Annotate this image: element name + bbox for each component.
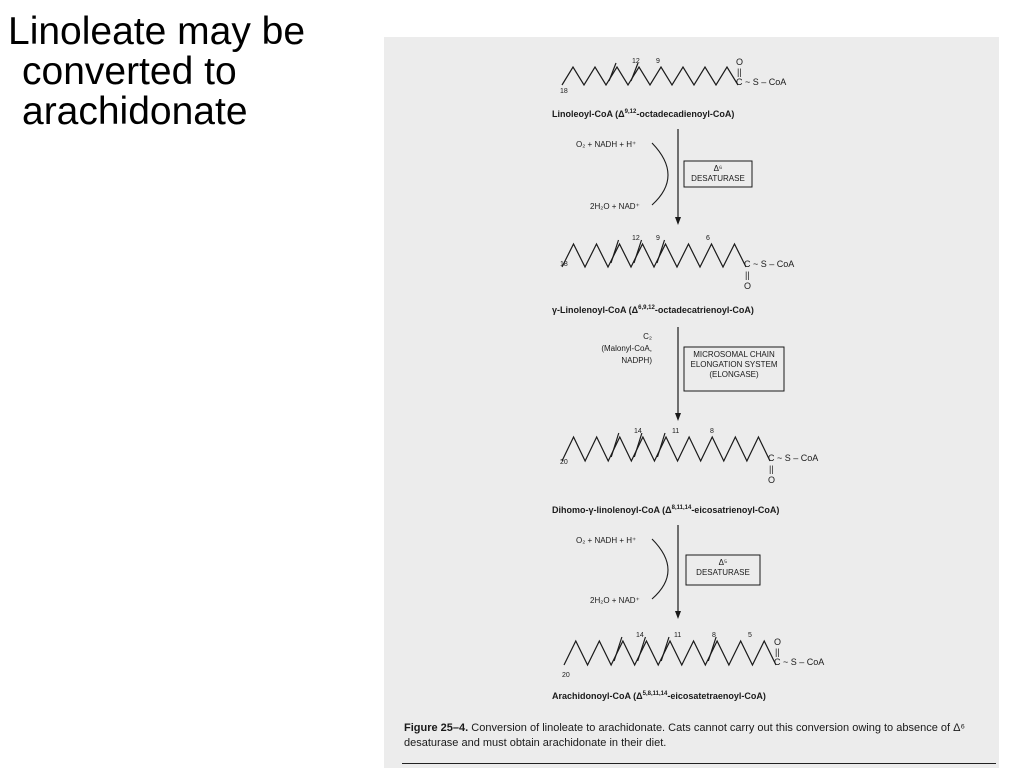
carbonyl-oxygen-3: O (768, 475, 776, 485)
carbonyl-oxygen-4: O (774, 637, 782, 647)
arrow-head-3 (675, 611, 681, 619)
carbonyl-oxygen-1: O (736, 57, 744, 67)
cofactor-curve-3 (652, 539, 668, 599)
pathway-diagram (384, 37, 999, 717)
enzyme-label-3-1: Δ⁵ (718, 558, 728, 567)
position-label-1-2: 9 (656, 58, 660, 65)
double-bond-1-2 (631, 63, 638, 81)
position-label-3-3: 8 (710, 428, 714, 435)
carbon-chain-2 (562, 244, 746, 267)
position-label-3-1: 14 (634, 428, 642, 435)
compound-name-2: γ-Linolenoyl-CoA $(\Delta^{6,9,12}-octadecatrienoyl-CoA)$ (552, 305, 754, 315)
enzyme-label-2-3: (ELONGASE) (709, 370, 759, 379)
carbon-chain-4 (564, 641, 776, 665)
double-bond-3-3 (657, 433, 665, 457)
position-label-2-2: 9 (656, 235, 660, 242)
caption-label: Figure 25–4. (404, 722, 469, 734)
cofactor-output-3: 2H₂O + NAD⁺ (590, 596, 640, 605)
double-bond-4-4 (708, 637, 716, 661)
enzyme-label-2-1: MICROSOMAL CHAIN (693, 350, 775, 359)
carbonyl-bond-2: || (745, 270, 750, 280)
cofactor-input-2-1: C₂ (643, 332, 652, 341)
double-bond-1-1 (609, 63, 616, 81)
double-bond-4-2 (638, 637, 646, 661)
double-bond-2-2 (634, 240, 642, 263)
enzyme-label-1-2: DESATURASE (691, 174, 745, 183)
pathway-figure (384, 37, 999, 768)
double-bond-4-3 (661, 637, 669, 661)
double-bond-2-3 (657, 240, 665, 263)
cofactor-input-2-2: (Malonyl-CoA, (601, 344, 652, 353)
carbon-count-4: 20 (562, 672, 570, 679)
title-line-3: arachidonate (22, 90, 248, 133)
coa-end-group-3: C ~ S – CoA (768, 453, 819, 463)
compound-name-3: Dihomo-γ-linolenoyl-CoA $(\Delta^{8,11,14}-eicosatrienoyl-CoA)$ (552, 505, 780, 515)
cofactor-output-1: 2H₂O + NAD⁺ (590, 202, 640, 211)
carbonyl-bond-3: || (769, 464, 774, 474)
enzyme-label-2-2: ELONGATION SYSTEM (690, 360, 778, 369)
slide-title (8, 12, 368, 132)
double-bond-3-2 (634, 433, 642, 457)
enzyme-label-1-1: Δ⁶ (713, 164, 723, 173)
carbon-chain-3 (562, 437, 770, 461)
arrow-head-2 (675, 413, 681, 421)
title-line-2: converted to (22, 50, 237, 93)
cofactor-input-3: O₂ + NADH + H⁺ (576, 536, 637, 545)
caption-text: Conversion of linoleate to arachidonate. Cats cannot carry out this conversion owing to absence of Δ⁶ desaturase and must obtain arachidonate in their diet. (404, 722, 965, 749)
carbon-chain-1 (562, 67, 738, 85)
position-label-4-3: 8 (712, 632, 716, 639)
position-label-3-2: 11 (672, 428, 680, 435)
enzyme-label-3-2: DESATURASE (696, 568, 750, 577)
carbon-count-2: 18 (560, 261, 568, 268)
carbonyl-oxygen-2: O (744, 281, 752, 291)
cofactor-curve-1 (652, 143, 668, 205)
compound-name-1: Linoleoyl-CoA $(\Delta^{9,12}-octadecadienoyl-CoA)$ (552, 109, 735, 119)
cofactor-input-2-3: NADPH) (621, 356, 652, 365)
arrow-head-1 (675, 217, 681, 225)
position-label-4-4: 5 (748, 632, 752, 639)
position-label-4-2: 11 (674, 632, 682, 639)
position-label-2-3: 6 (706, 235, 710, 242)
figure-caption (404, 721, 994, 751)
position-label-1-1: 12 (632, 58, 640, 65)
position-label-4-1: 14 (636, 632, 644, 639)
position-label-2-1: 12 (632, 235, 640, 242)
double-bond-3-1 (611, 433, 619, 457)
compound-name-4: Arachidonoyl-CoA $(\Delta^{5,8,11,14}-eicosatetraenoyl-CoA)$ (552, 691, 766, 701)
title-line-1: Linoleate may be (8, 10, 306, 53)
carbon-count-1: 18 (560, 88, 568, 95)
carbonyl-bond-4: || (775, 647, 780, 657)
carbon-count-3: 20 (560, 459, 568, 466)
caption-rule (402, 763, 996, 764)
coa-end-group-4: C ~ S – CoA (774, 657, 825, 667)
cofactor-input-1: O₂ + NADH + H⁺ (576, 140, 637, 149)
double-bond-2-1 (611, 240, 619, 263)
carbonyl-bond-1: || (737, 67, 742, 77)
double-bond-4-1 (614, 637, 622, 661)
coa-end-group-1: C ~ S – CoA (736, 77, 787, 87)
coa-end-group-2: C ~ S – CoA (744, 259, 795, 269)
